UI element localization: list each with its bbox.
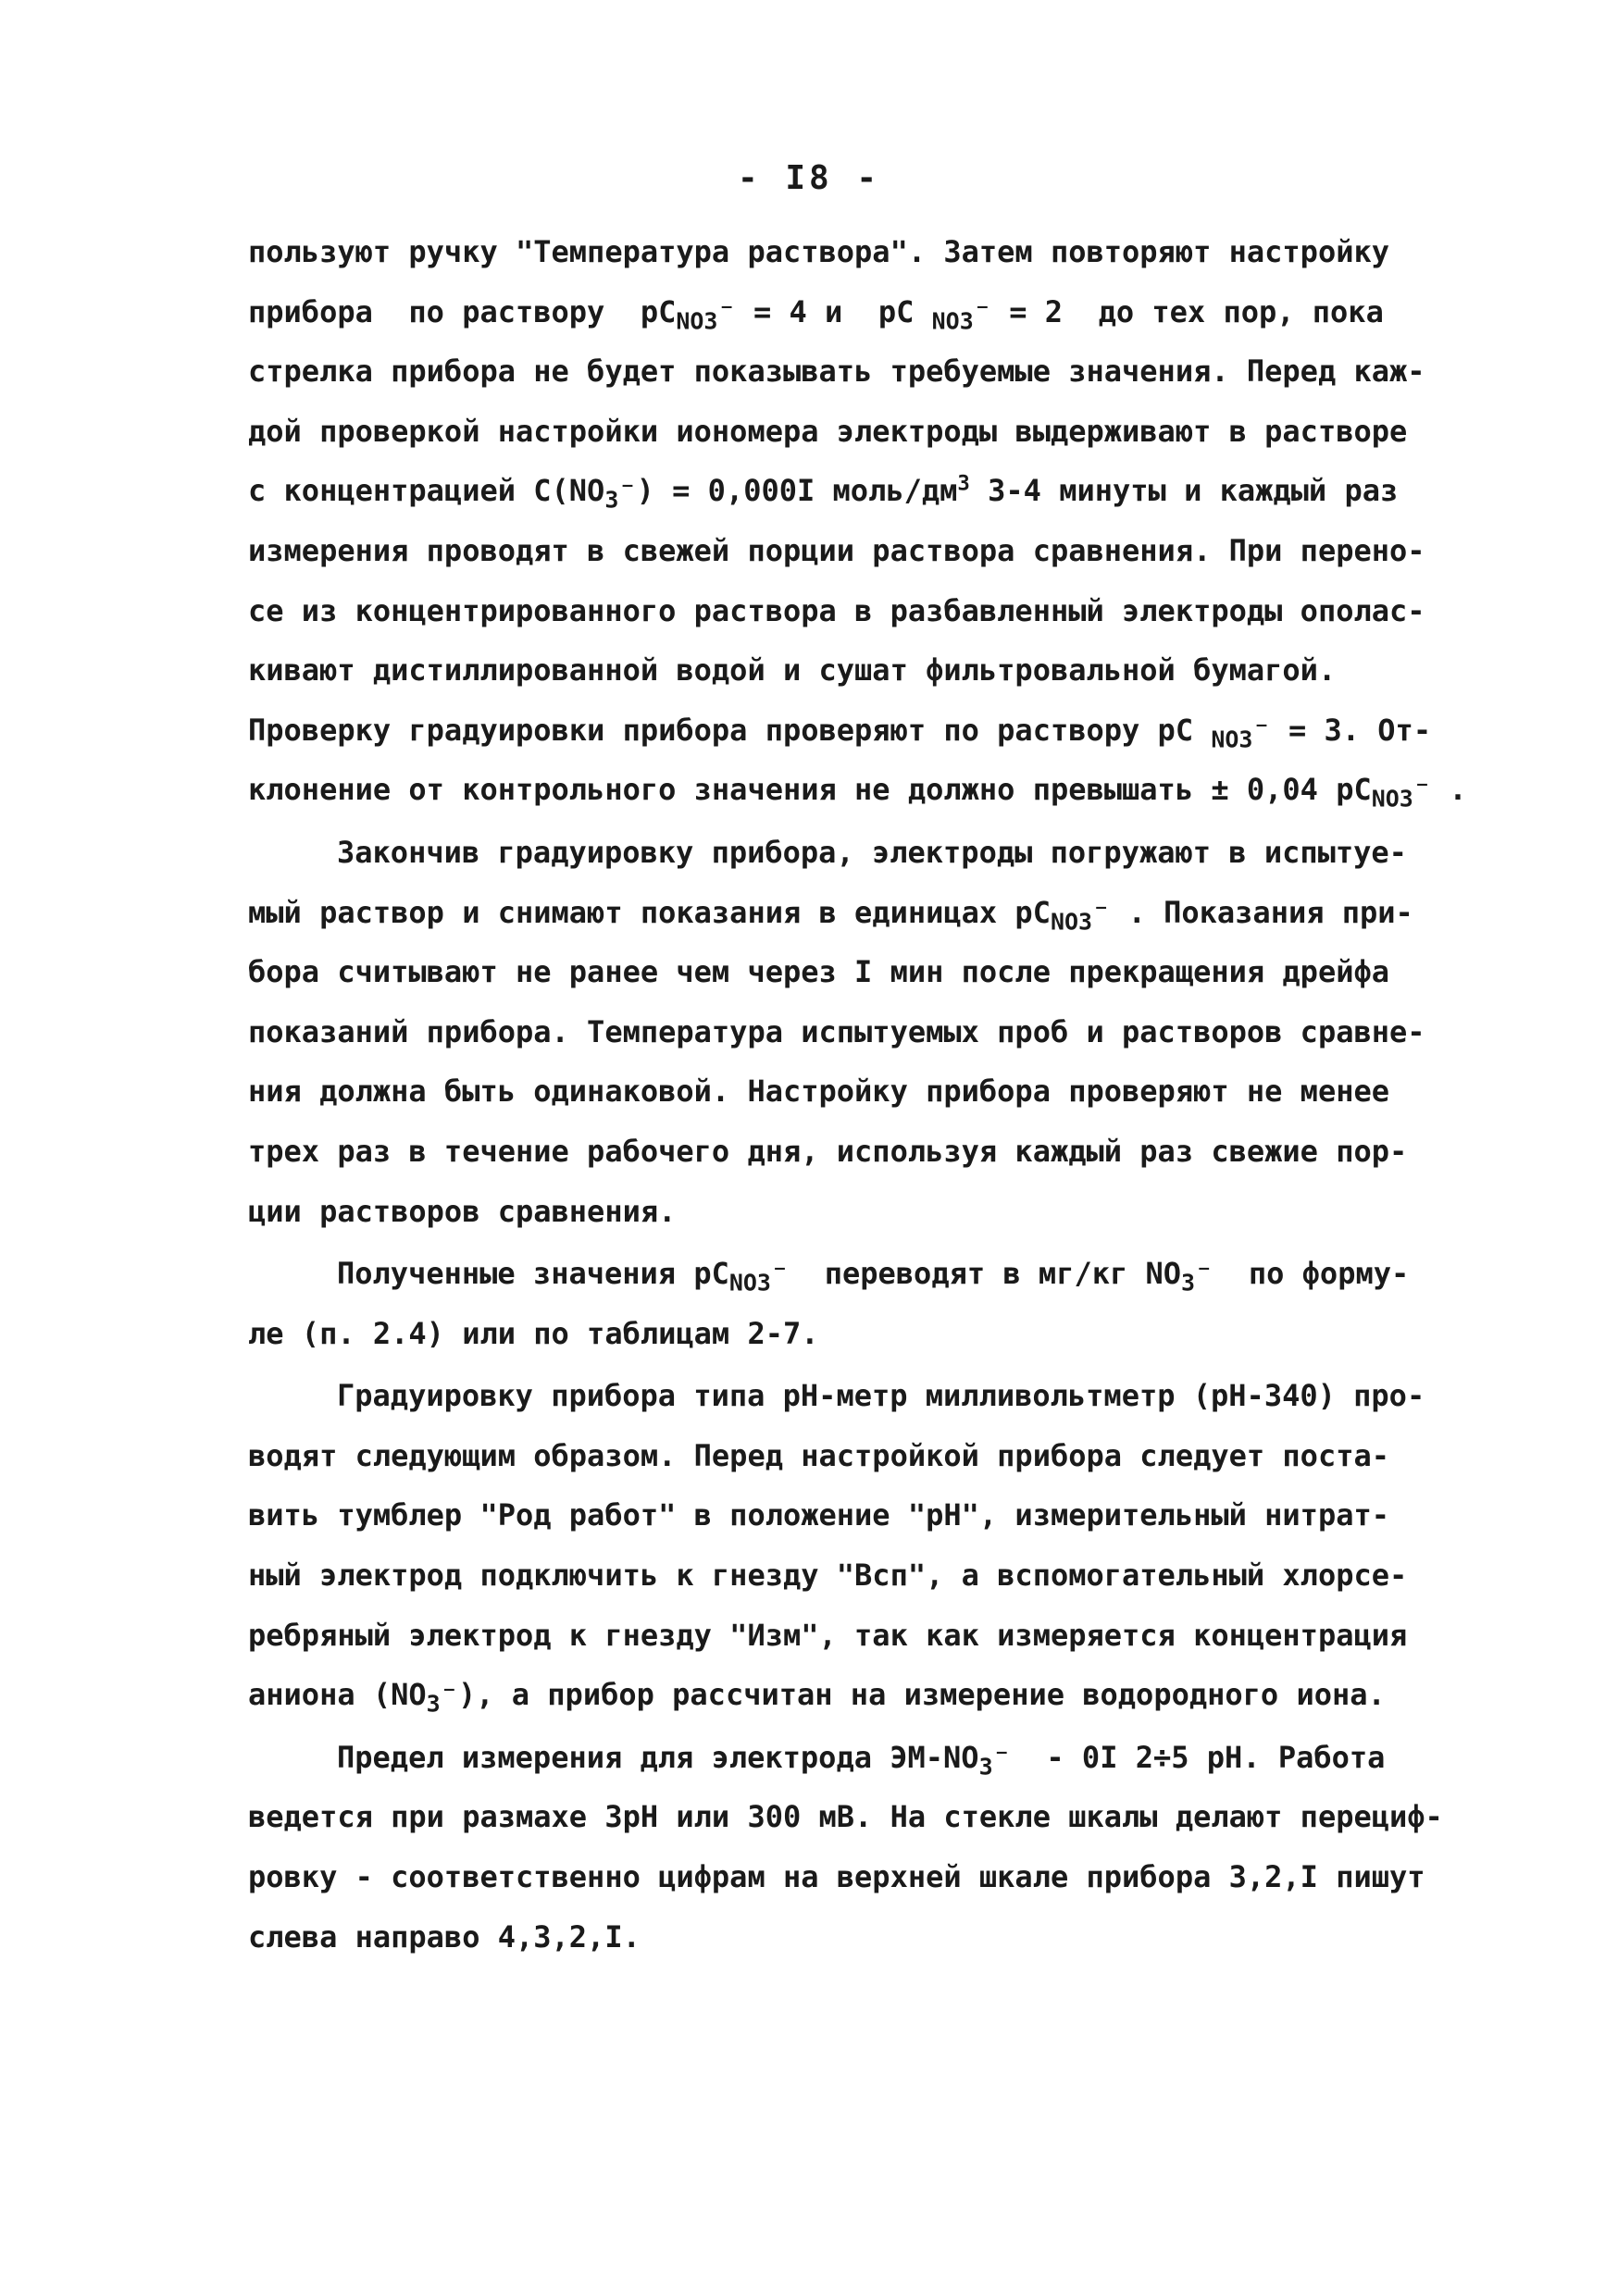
text-line — [248, 1002, 1479, 1062]
formula-part: NO — [391, 1677, 427, 1713]
formula-part: NO — [1371, 785, 1400, 813]
text-run: аниона ( — [248, 1677, 392, 1713]
formula-index: 3 — [1078, 907, 1093, 935]
subscript — [1051, 908, 1092, 935]
text-line — [248, 1366, 1479, 1426]
subscript — [729, 1269, 771, 1296]
text-run: дой проверкой настройки иономера электроды выдерживают в растворе — [248, 413, 1408, 449]
text-run: ⁻ = 3. От- — [1252, 712, 1432, 748]
text-line — [248, 1244, 1479, 1304]
text-line — [248, 1787, 1479, 1847]
text-run: стрелка прибора не будет показывать требуемые значения. Перед каж- — [248, 354, 1425, 390]
text-line — [248, 701, 1479, 761]
text-line — [248, 1485, 1479, 1545]
text-line — [248, 1061, 1479, 1122]
formula-index: 3 — [1238, 726, 1253, 753]
text-line — [248, 942, 1479, 1002]
text-run: ребряный электрод к гнезду "Изм", так как измеряется концентрация — [248, 1617, 1408, 1653]
formula-part: NO — [728, 1269, 757, 1297]
text-run: прибора по раствору pC — [248, 293, 677, 329]
text-run: ⁻ . Показания при- — [1092, 894, 1413, 930]
formula-index: 3 — [978, 1753, 993, 1781]
subscript — [1211, 726, 1252, 752]
text-line — [248, 883, 1479, 943]
text-line — [248, 222, 1479, 282]
formula-index: 3 — [426, 1690, 441, 1718]
formula-part: NO — [676, 306, 704, 334]
text-run: водят следующим образом. Перед настройкой прибора следует поста- — [248, 1437, 1389, 1473]
text-line — [248, 1606, 1479, 1666]
body-text — [248, 222, 1479, 1967]
formula-part: NO — [1050, 907, 1078, 935]
text-run: ⁻ переводят в мг/кг — [770, 1256, 1146, 1292]
formula-part: NO — [1211, 726, 1239, 753]
formula-index: 3 — [1399, 785, 1413, 813]
formula-index: 3 — [1181, 1269, 1196, 1297]
text-run: кивают дистиллированной водой и сушат фильтровальной бумагой. — [248, 652, 1337, 689]
text-run: клонение от контрольного значения не должно превышать ± 0,04 pC — [248, 772, 1372, 808]
text-run: показаний прибора. Температура испытуемых проб и растворов сравне- — [248, 1013, 1425, 1049]
formula-index: 3 — [756, 1269, 771, 1297]
subscript — [932, 307, 974, 334]
text-run: ⁻), а прибор рассчитан на измерение водородного иона. — [440, 1677, 1386, 1713]
formula-part: NO — [931, 306, 960, 334]
subscript — [676, 307, 717, 334]
text-line — [248, 1426, 1479, 1486]
text-line — [248, 402, 1479, 462]
text-run: Проверку градуировки прибора проверяют по раствору pC — [248, 712, 1212, 748]
text-run: Закончив градуировку прибора, электроды погружают в испытуе- — [337, 834, 1407, 870]
text-line — [248, 1304, 1479, 1364]
formula-part: NO — [943, 1739, 979, 1775]
text-run: ведется при размахе 3pH или 300 мВ. На стекле шкалы делают перециф- — [248, 1799, 1443, 1835]
text-run: ⁻ по форму- — [1195, 1256, 1410, 1292]
text-run: измерения проводят в свежей порции раствора сравнения. При перено- — [248, 532, 1425, 568]
text-line — [248, 1665, 1479, 1725]
text-run: с концентрацией C( — [248, 473, 569, 509]
text-line — [248, 1728, 1479, 1788]
text-line — [248, 1847, 1479, 1907]
text-line — [248, 341, 1479, 402]
text-line — [248, 282, 1479, 342]
text-run: бора считывают не ранее чем через I мин после прекращения дрейфа — [248, 954, 1389, 990]
text-run: ции растворов сравнения. — [248, 1193, 677, 1229]
text-line — [248, 1182, 1479, 1242]
text-line — [248, 1545, 1479, 1606]
text-line — [248, 581, 1479, 641]
superscript: 3 — [957, 471, 970, 496]
text-run: ровку - соответственно цифрам на верхней шкале прибора 3,2,I пишут — [248, 1859, 1425, 1895]
text-run: мый раствор и снимают показания в единицах pC — [248, 894, 1051, 930]
text-line — [248, 760, 1479, 820]
text-line — [248, 640, 1479, 701]
text-line — [248, 461, 1479, 521]
subscript — [1372, 786, 1413, 813]
text-run: Предел измерения для электрода ЭМ- — [337, 1739, 944, 1775]
formula-part: NO — [1145, 1256, 1182, 1292]
formula-index: 3 — [604, 486, 619, 514]
text-run: се из концентрированного раствора в разбавленный электроды ополас- — [248, 592, 1425, 628]
text-line — [248, 1122, 1479, 1182]
text-run: ния должна быть одинаковой. Настройку прибора проверяют не менее — [248, 1074, 1389, 1110]
text-run: вить тумблер "Род работ" в положение "pH", измерительный нитрат- — [248, 1497, 1389, 1533]
formula-index: 3 — [703, 306, 718, 334]
text-line — [248, 521, 1479, 581]
text-run: пользуют ручку "Температура раствора". Затем повторяют настройку — [248, 234, 1389, 269]
text-run: ⁻ = 2 до тех пор, пока — [973, 293, 1384, 329]
page-number: - I8 - — [737, 159, 881, 197]
text-run: ный электрод подключить к гнезду "Всп", а вспомогательный хлорсе- — [248, 1558, 1408, 1594]
text-run: ⁻ = 4 и pC — [717, 293, 932, 329]
text-run: ⁻ . — [1413, 772, 1467, 808]
text-run: 3-4 минуты и каждый раз — [969, 473, 1399, 509]
text-run: Полученные значения pC — [337, 1256, 729, 1292]
text-run: Градуировку прибора типа pH-метр милливольтметр (pH-340) про- — [337, 1378, 1425, 1414]
formula-part: NO — [568, 473, 605, 509]
text-line — [248, 1907, 1479, 1967]
text-run: ле (п. 2.4) или по таблицам 2-7. — [248, 1315, 819, 1351]
text-run: ⁻) = 0,000I моль/дм — [618, 473, 958, 509]
formula-index: 3 — [959, 306, 974, 334]
text-run: слева направо 4,3,2,I. — [248, 1918, 641, 1955]
text-line — [248, 823, 1479, 883]
text-run: трех раз в течение рабочего дня, используя каждый раз свежие пор- — [248, 1133, 1408, 1169]
text-run: ⁻ - 0I 2÷5 pH. Работа — [992, 1739, 1386, 1775]
